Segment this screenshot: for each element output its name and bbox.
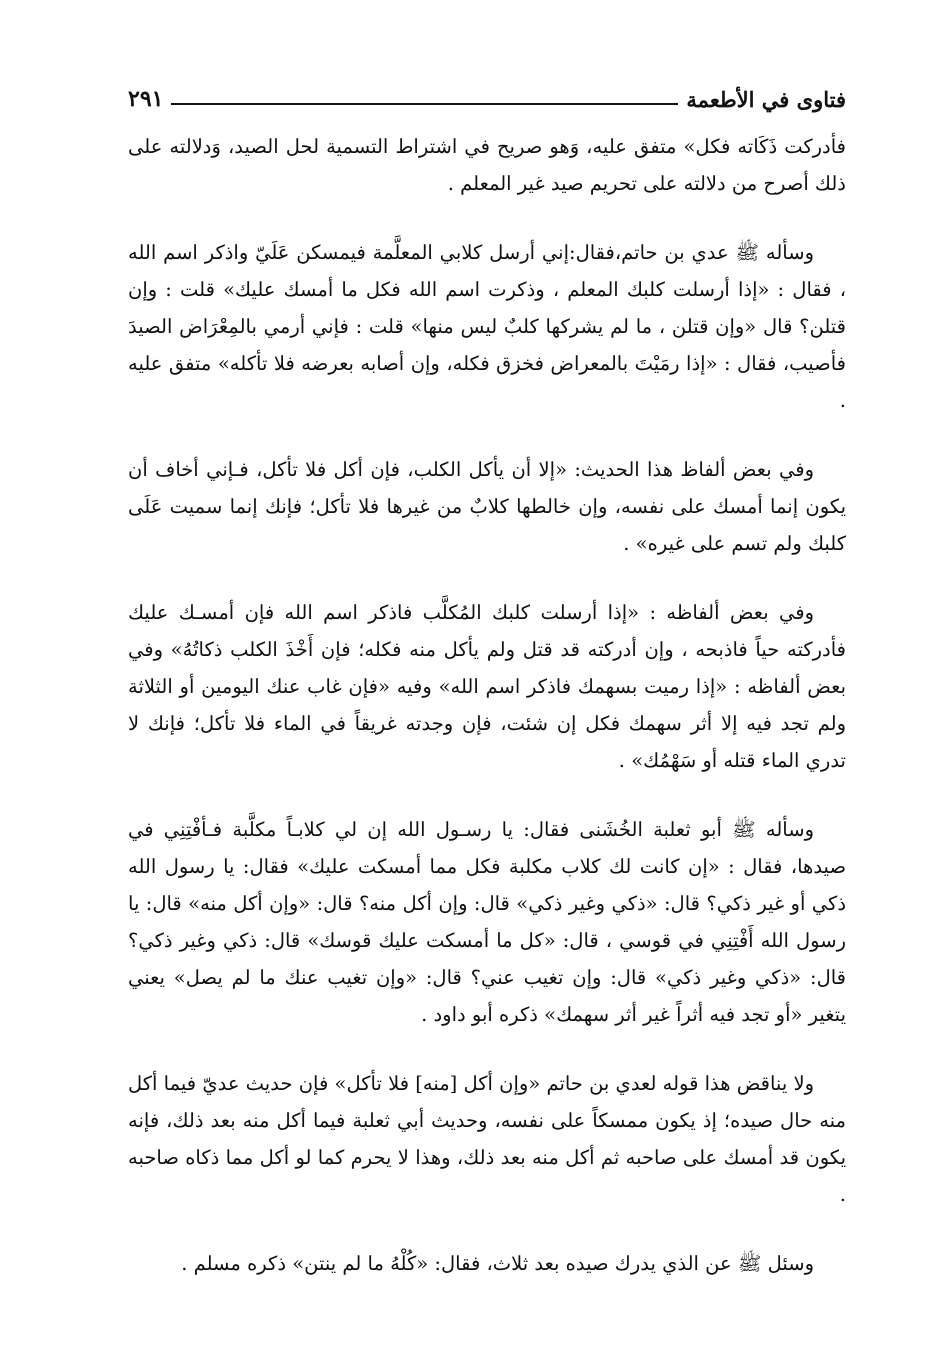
paragraph: وسأله ﷺ عدي بن حاتم،فقال:إني أرسل كلابي المعلَّمة فيمسكن عَلَيّ واذكر اسم الله ، فقال : «إذا أرسلت كلبك المعلم ، وذكرت اسم الله فكل ما أمسك عليك» قلت : وإن قتلن؟ قال «وإن قتلن ، ما لم يشركها كلبٌ ليس منها» قلت : فإني أرمي بالمِعْرَاض الصيدَ فأصيب، فقال : «إذا رمَيْتَ بالمعراض فخزق فكله، وإن أصابه بعرضه فلا تأكله» متفق عليه . bbox=[128, 241, 846, 412]
paragraph: وفي بعض ألفاظ هذا الحديث: «إلا أن يأكل الكلب، فإن أكل فلا تأكل، فـإني أخاف أن يكون إنما أمسك على نفسه، وإن خالطها كلابٌ من غيرها فلا تأكل؛ فإنك إنما سميت عَلَى كلبك ولم تسم على غيره» . bbox=[128, 458, 846, 555]
book-page bbox=[128, 70, 846, 1314]
paragraph: وفي بعض ألفاظه : «إذا أرسلت كلبك المُكلَّب فاذكر اسم الله فإن أمسـك عليك فأدركته حياً فاذبحه ، وإن أدركته قد قتل ولم يأكل منه فكله؛ فإن أَخْذَ الكلب ذكاتُهُ» وفي بعض ألفاظه : «إذا رميت بسهمك فاذكر اسم الله» وفيه «فإن غاب عنك اليومين أو الثلاثة ولم تجد فيه إلا أثر سهمك فكل إن شئت، فإن وجدته غريقاً في الماء فلا تأكل؛ فإنك لا تدري الماء قتله أو سَهْمُك» . bbox=[128, 601, 846, 772]
running-header bbox=[128, 70, 846, 110]
page-number: ٢٩١ bbox=[128, 86, 164, 112]
paragraph: ولا يناقض هذا قوله لعدي بن حاتم «وإن أكل [منه] فلا تأكل» فإن حديث عديّ فيما أكل منه حال صيده؛ إذ يكون ممسكاً على نفسه، وحديث أبي ثعلبة فيما أكل منه بعد ذلك، فإنه يكون قد أمسك على صاحبه ثم أكل منه بعد ذلك، وهذا لا يحرم كما لو أكل مما ذكاه صاحبه . bbox=[128, 1072, 846, 1206]
header-title: فتاوى في الأطعمة bbox=[686, 87, 846, 112]
paragraph: فأدركت ذَكَاته فكل» متفق عليه، وَهو صريح في اشتراط التسمية لحل الصيد، وَدلالته على ذلك أصرح من دلالته على تحريم صيد غير المعلم . bbox=[128, 135, 846, 195]
body-text bbox=[128, 128, 846, 1282]
paragraph: وسأله ﷺ أبو ثعلبة الخُشَنى فقال: يا رسـول الله إن لي كلابـاً مكلَّبة فـأفْتِنِي في صيدها، فقال : «إن كانت لك كلاب مكلبة فكل مما أمسكت عليك» فقال: يا رسول الله ذكي أو غير ذكي؟ قال: «ذكي وغير ذكي» قال: وإن أكل منه؟ قال: «وإن أكل منه» قال: يا رسول الله أَفْتِنِي في قوسي ، قال: «كل ما أمسكت عليك قوسك» قال: ذكي وغير ذكي؟ قال: «ذكي وغير ذكي» قال: وإن تغيب عني؟ قال: «وإن تغيب عنك ما لم يصل» يعني يتغير «أو تجد فيه أثراً غير أثر سهمك» ذكره أبو داود . bbox=[128, 818, 846, 1026]
header-rule bbox=[171, 103, 678, 105]
paragraph: وسئل ﷺ عن الذي يدرك صيده بعد ثلاث، فقال: «كُلْهُ ما لم ينتن» ذكره مسلم . bbox=[181, 1252, 814, 1275]
